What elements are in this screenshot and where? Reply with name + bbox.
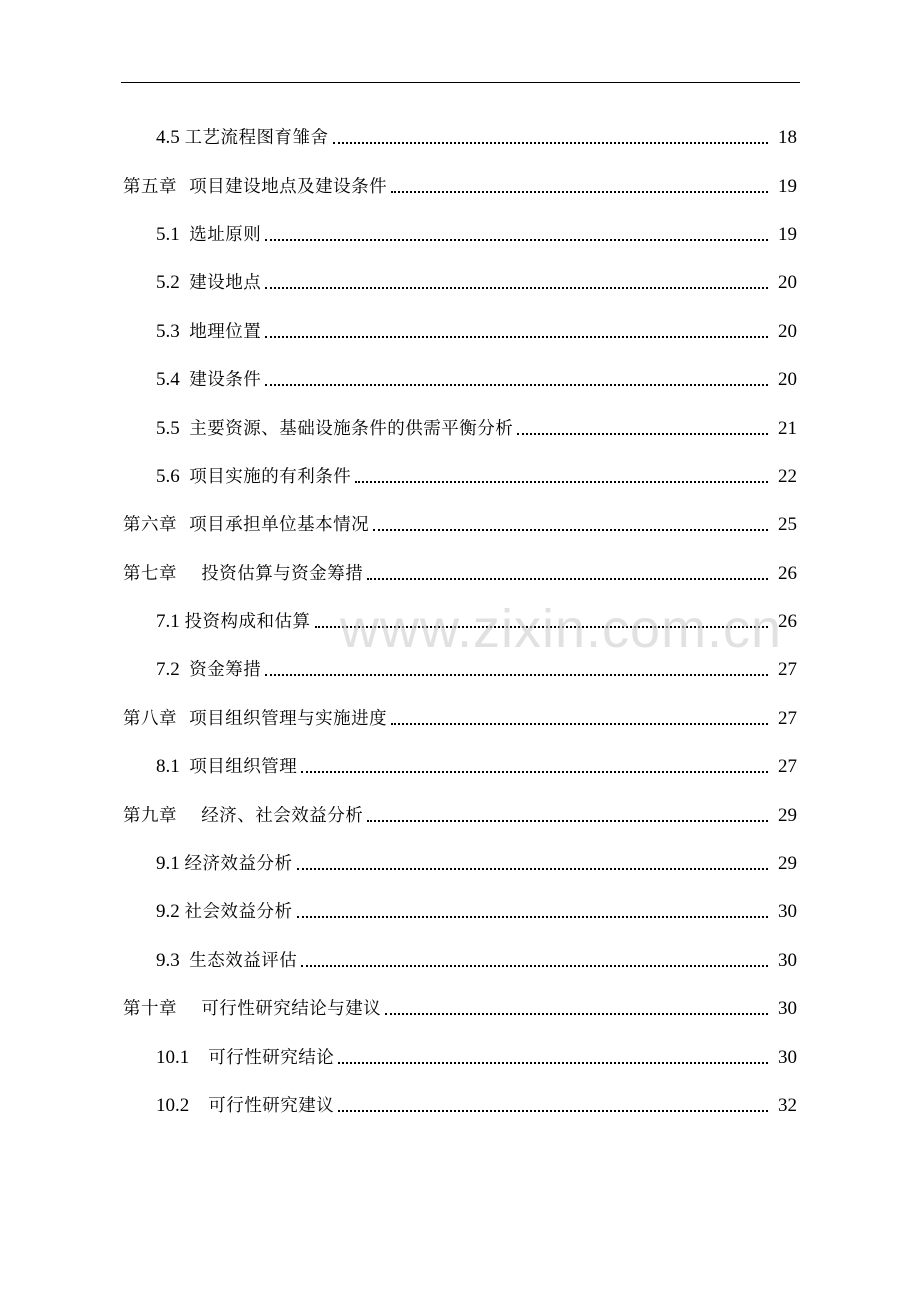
toc-dot-leader	[265, 674, 768, 676]
toc-entry[interactable]	[0, 1082, 920, 1130]
toc-entry[interactable]	[0, 646, 920, 694]
toc-entry-title	[156, 659, 261, 681]
toc-entry-text: 资金筹措	[189, 660, 262, 681]
toc-entry-text: 工艺流程图育雏舍	[184, 128, 329, 149]
toc-entry-text: 建设地点	[189, 273, 262, 294]
toc-entry-title	[123, 514, 369, 536]
toc-entry-number: 5.2	[156, 272, 190, 294]
toc-entry-title	[156, 127, 329, 149]
toc-entry-number: 10.1	[156, 1046, 209, 1068]
toc-dot-leader	[373, 529, 768, 531]
toc-dot-leader	[367, 578, 768, 580]
toc-dot-leader	[265, 287, 768, 289]
toc-entry-title	[123, 176, 387, 198]
toc-entry-number: 5.4	[156, 369, 190, 391]
toc-entry-title	[123, 805, 363, 827]
toc-entry[interactable]	[0, 356, 920, 404]
toc-entry-text: 第十章 可行性研究结论与建议	[123, 999, 382, 1020]
toc-entry-text: 可行性研究建议	[208, 1096, 335, 1116]
toc-entry[interactable]	[0, 985, 920, 1033]
toc-entry-title	[156, 901, 293, 923]
toc-page-number: 27	[778, 707, 797, 729]
toc-dot-leader	[265, 336, 768, 338]
toc-dot-leader	[391, 723, 768, 725]
toc-entry-text: 投资构成和估算	[184, 612, 311, 633]
toc-entry-text: 第六章 项目承担单位基本情况	[123, 515, 370, 536]
toc-entry-text: 社会效益分析	[184, 902, 293, 923]
toc-dot-leader	[301, 965, 768, 967]
toc-entry-title	[156, 272, 261, 294]
toc-entry-number: 5.5	[156, 417, 190, 439]
toc-entry[interactable]	[0, 1033, 920, 1081]
toc-entry-number: 7.1	[156, 611, 185, 633]
toc-entry-title	[156, 321, 261, 343]
toc-dot-leader	[315, 626, 769, 628]
toc-entry-text: 项目组织管理	[189, 757, 298, 778]
toc-entry[interactable]	[0, 888, 920, 936]
toc-entry-number: 9.3	[156, 949, 190, 971]
toc-dot-leader	[385, 1013, 768, 1015]
toc-page-number: 32	[778, 1095, 797, 1116]
toc-dot-leader	[355, 481, 768, 483]
toc-page-number: 30	[778, 998, 797, 1020]
toc-dot-leader	[265, 239, 768, 241]
toc-dot-leader	[391, 191, 768, 193]
toc-entry[interactable]	[0, 211, 920, 259]
toc-page-number: 18	[778, 127, 797, 149]
watermark: www.zixin.com.cn	[340, 599, 783, 659]
table-of-contents	[0, 114, 920, 1130]
toc-entry-text: 生态效益评估	[189, 950, 298, 971]
toc-page-number: 27	[778, 756, 797, 778]
toc-page-number: 26	[778, 611, 797, 633]
toc-entry[interactable]	[0, 598, 920, 646]
toc-entry-number: 5.6	[156, 465, 190, 487]
toc-page-number: 20	[778, 272, 797, 294]
toc-entry-number: 9.1	[156, 853, 185, 875]
toc-entry[interactable]	[0, 840, 920, 888]
toc-entry-number: 10.2	[156, 1095, 209, 1116]
toc-entry[interactable]	[0, 937, 920, 985]
toc-entry-title	[156, 224, 261, 246]
toc-dot-leader	[338, 1110, 768, 1112]
toc-page-number: 29	[778, 853, 797, 875]
toc-entry-number: 8.1	[156, 756, 190, 778]
toc-page-number: 30	[778, 901, 797, 923]
toc-entry-text: 可行性研究结论	[208, 1047, 335, 1068]
toc-entry-title	[156, 756, 297, 778]
toc-dot-leader	[297, 916, 769, 918]
toc-entry[interactable]	[0, 114, 920, 162]
toc-page-number: 19	[778, 223, 797, 245]
toc-entry[interactable]	[0, 308, 920, 356]
toc-page-number: 20	[778, 369, 797, 391]
toc-entry-title	[156, 1095, 334, 1117]
toc-entry-title	[156, 369, 261, 391]
toc-entry[interactable]	[0, 259, 920, 307]
toc-page-number: 21	[778, 417, 797, 439]
toc-dot-leader	[301, 771, 768, 773]
toc-dot-leader	[367, 820, 768, 822]
toc-entry[interactable]	[0, 743, 920, 791]
toc-entry-text: 地理位置	[189, 321, 262, 342]
toc-page-number: 30	[778, 949, 797, 971]
toc-entry-text: 主要资源、基础设施条件的供需平衡分析	[189, 418, 514, 439]
toc-entry-title	[156, 418, 513, 440]
toc-entry[interactable]	[0, 695, 920, 743]
toc-entry-text: 第五章 项目建设地点及建设条件	[123, 176, 388, 197]
toc-entry-text: 第七章 投资估算与资金筹措	[123, 563, 364, 584]
toc-page-number: 22	[778, 465, 797, 487]
toc-page-number: 25	[778, 514, 797, 536]
toc-entry-title	[156, 611, 311, 633]
toc-entry[interactable]	[0, 453, 920, 501]
toc-entry-title	[156, 950, 297, 972]
toc-entry-title	[156, 1047, 334, 1069]
toc-page-number: 19	[778, 175, 797, 197]
toc-entry-number: 9.2	[156, 901, 185, 923]
toc-entry-text: 项目实施的有利条件	[189, 466, 352, 487]
toc-dot-leader	[517, 433, 768, 435]
toc-entry-title	[123, 708, 387, 730]
toc-page-number: 29	[778, 804, 797, 826]
toc-page-number: 27	[778, 659, 797, 681]
header-rule	[121, 82, 800, 83]
toc-entry-number: 4.5	[156, 127, 185, 149]
toc-page-number: 26	[778, 562, 797, 584]
toc-entry-text: 建设条件	[189, 370, 262, 391]
toc-dot-leader	[338, 1062, 768, 1064]
toc-entry-title	[123, 563, 363, 585]
toc-entry[interactable]	[0, 550, 920, 598]
toc-entry-number: 5.3	[156, 320, 190, 342]
toc-entry-title	[123, 998, 381, 1020]
toc-entry[interactable]	[0, 501, 920, 549]
toc-entry-number: 7.2	[156, 659, 190, 681]
toc-entry-number: 5.1	[156, 223, 190, 245]
toc-page-number: 30	[778, 1046, 797, 1068]
toc-entry-title	[156, 466, 351, 488]
toc-dot-leader	[265, 384, 768, 386]
toc-entry-title	[156, 853, 293, 875]
toc-page-number: 20	[778, 320, 797, 342]
toc-dot-leader	[333, 142, 769, 144]
toc-entry[interactable]	[0, 162, 920, 210]
toc-entry-text: 第八章 项目组织管理与实施进度	[123, 708, 388, 729]
toc-dot-leader	[297, 868, 769, 870]
toc-entry-text: 经济效益分析	[184, 854, 293, 875]
toc-entry-text: 选址原则	[189, 224, 262, 245]
toc-entry[interactable]	[0, 791, 920, 839]
toc-entry[interactable]	[0, 404, 920, 452]
toc-entry-text: 第九章 经济、社会效益分析	[123, 805, 364, 826]
